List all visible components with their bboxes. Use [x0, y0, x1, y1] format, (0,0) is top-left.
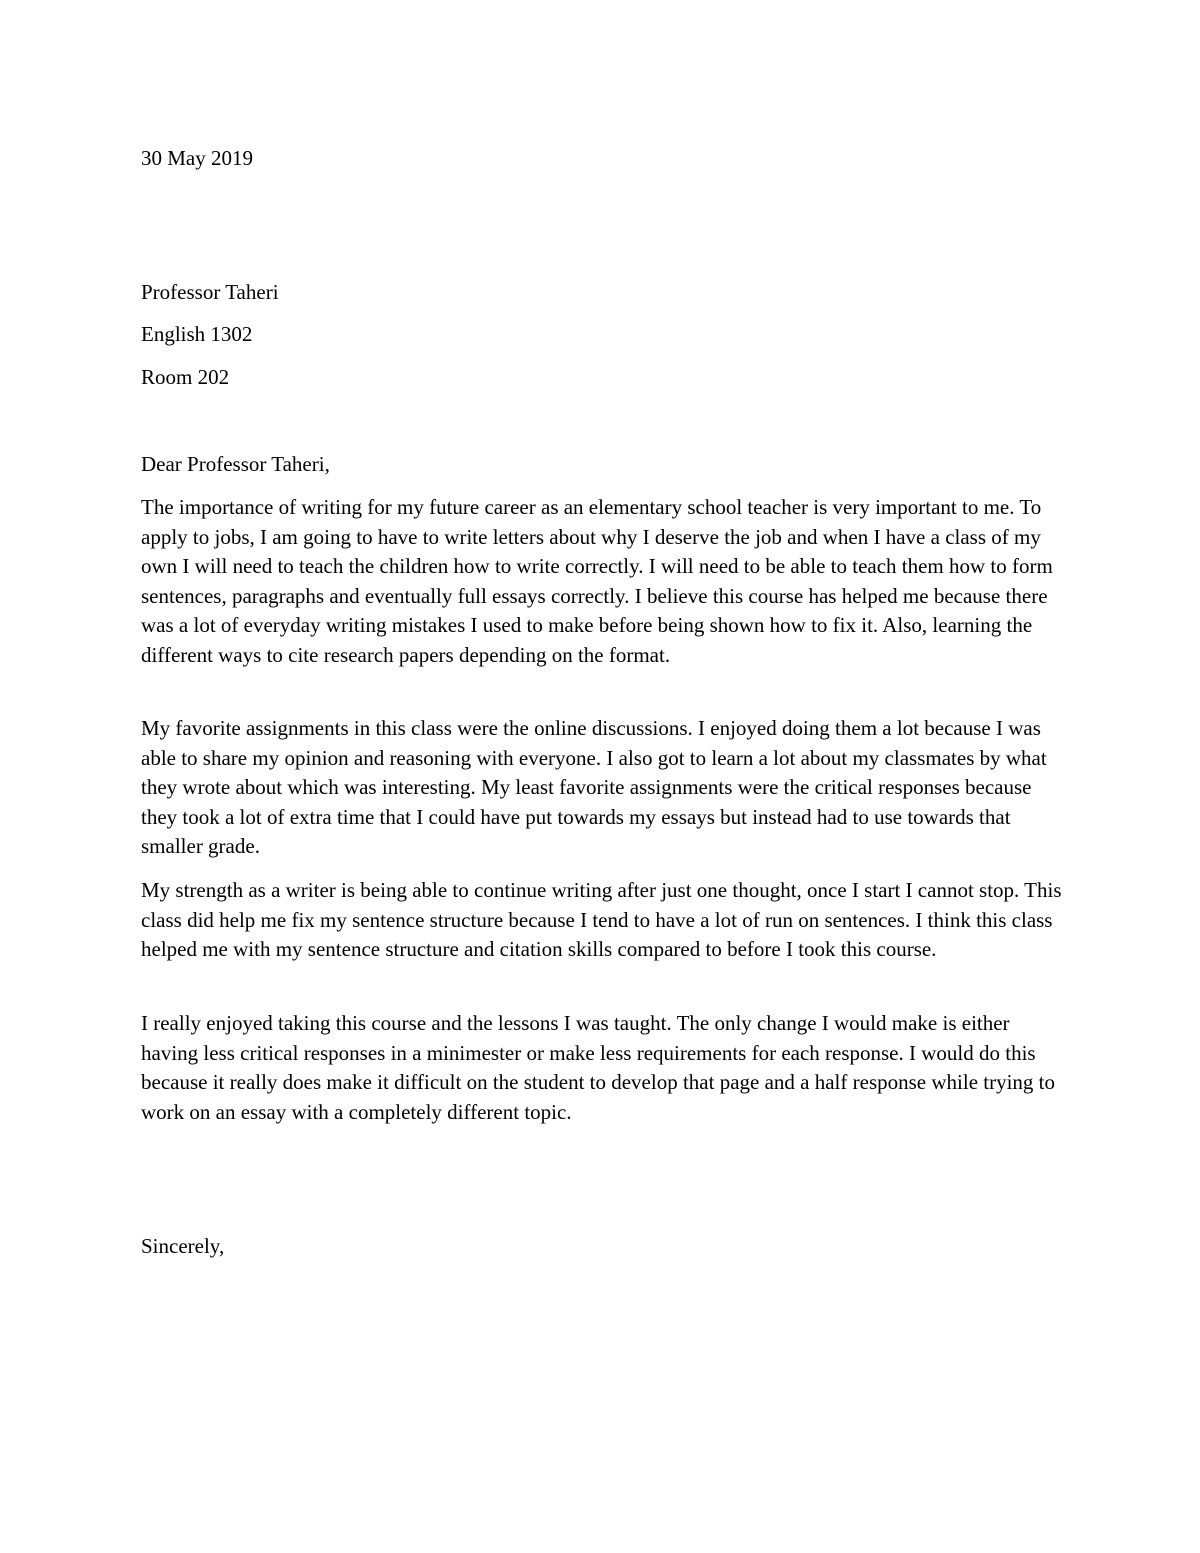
closing: Sincerely, [141, 1234, 225, 1258]
recipient-name: Professor Taheri [141, 280, 279, 304]
salutation: Dear Professor Taheri, [141, 452, 330, 476]
body-paragraph-1: The importance of writing for my future career as an elementary school teacher is very important to me. To apply to jobs, I am going to have to write letters about why I deserve the job and when I have a class of my own I will need to teach the children how to write correctly. I will need to be able to teach them how to form sentences, paragraphs and eventually full essays correctly. I believe this course has helped me because there was a lot of everyday writing mistakes I used to make before being shown how to fix it. Also, learning the different ways to cite research papers depending on the format. [141, 495, 1053, 667]
recipient-course: English 1302 [141, 322, 253, 346]
body-paragraph-2: My favorite assignments in this class were the online discussions. I enjoyed doing them a lot because I was able to share my opinion and reasoning with everyone. I also got to learn a lot about my classmates by what they wrote about which was interesting. My least favorite assignments were the critical responses because they took a lot of extra time that I could have put towards my essays but instead had to use towards that smaller grade. [141, 716, 1047, 859]
letter-date: 30 May 2019 [141, 146, 253, 170]
body-paragraph-4: I really enjoyed taking this course and the lessons I was taught. The only change I would make is either having less critical responses in a minimester or make less requirements for each response. I would do this because it really does make it difficult on the student to develop that page and a half response while trying to work on an essay with a completely different topic. [141, 1011, 1056, 1124]
recipient-room: Room 202 [141, 365, 230, 389]
body-paragraph-3: My strength as a writer is being able to continue writing after just one thought, once I start I cannot stop. This class did help me fix my sentence structure because I tend to have a lot of run on sentences. I think this class helped me with my sentence structure and citation skills compared to before I took this course. [141, 878, 1062, 962]
